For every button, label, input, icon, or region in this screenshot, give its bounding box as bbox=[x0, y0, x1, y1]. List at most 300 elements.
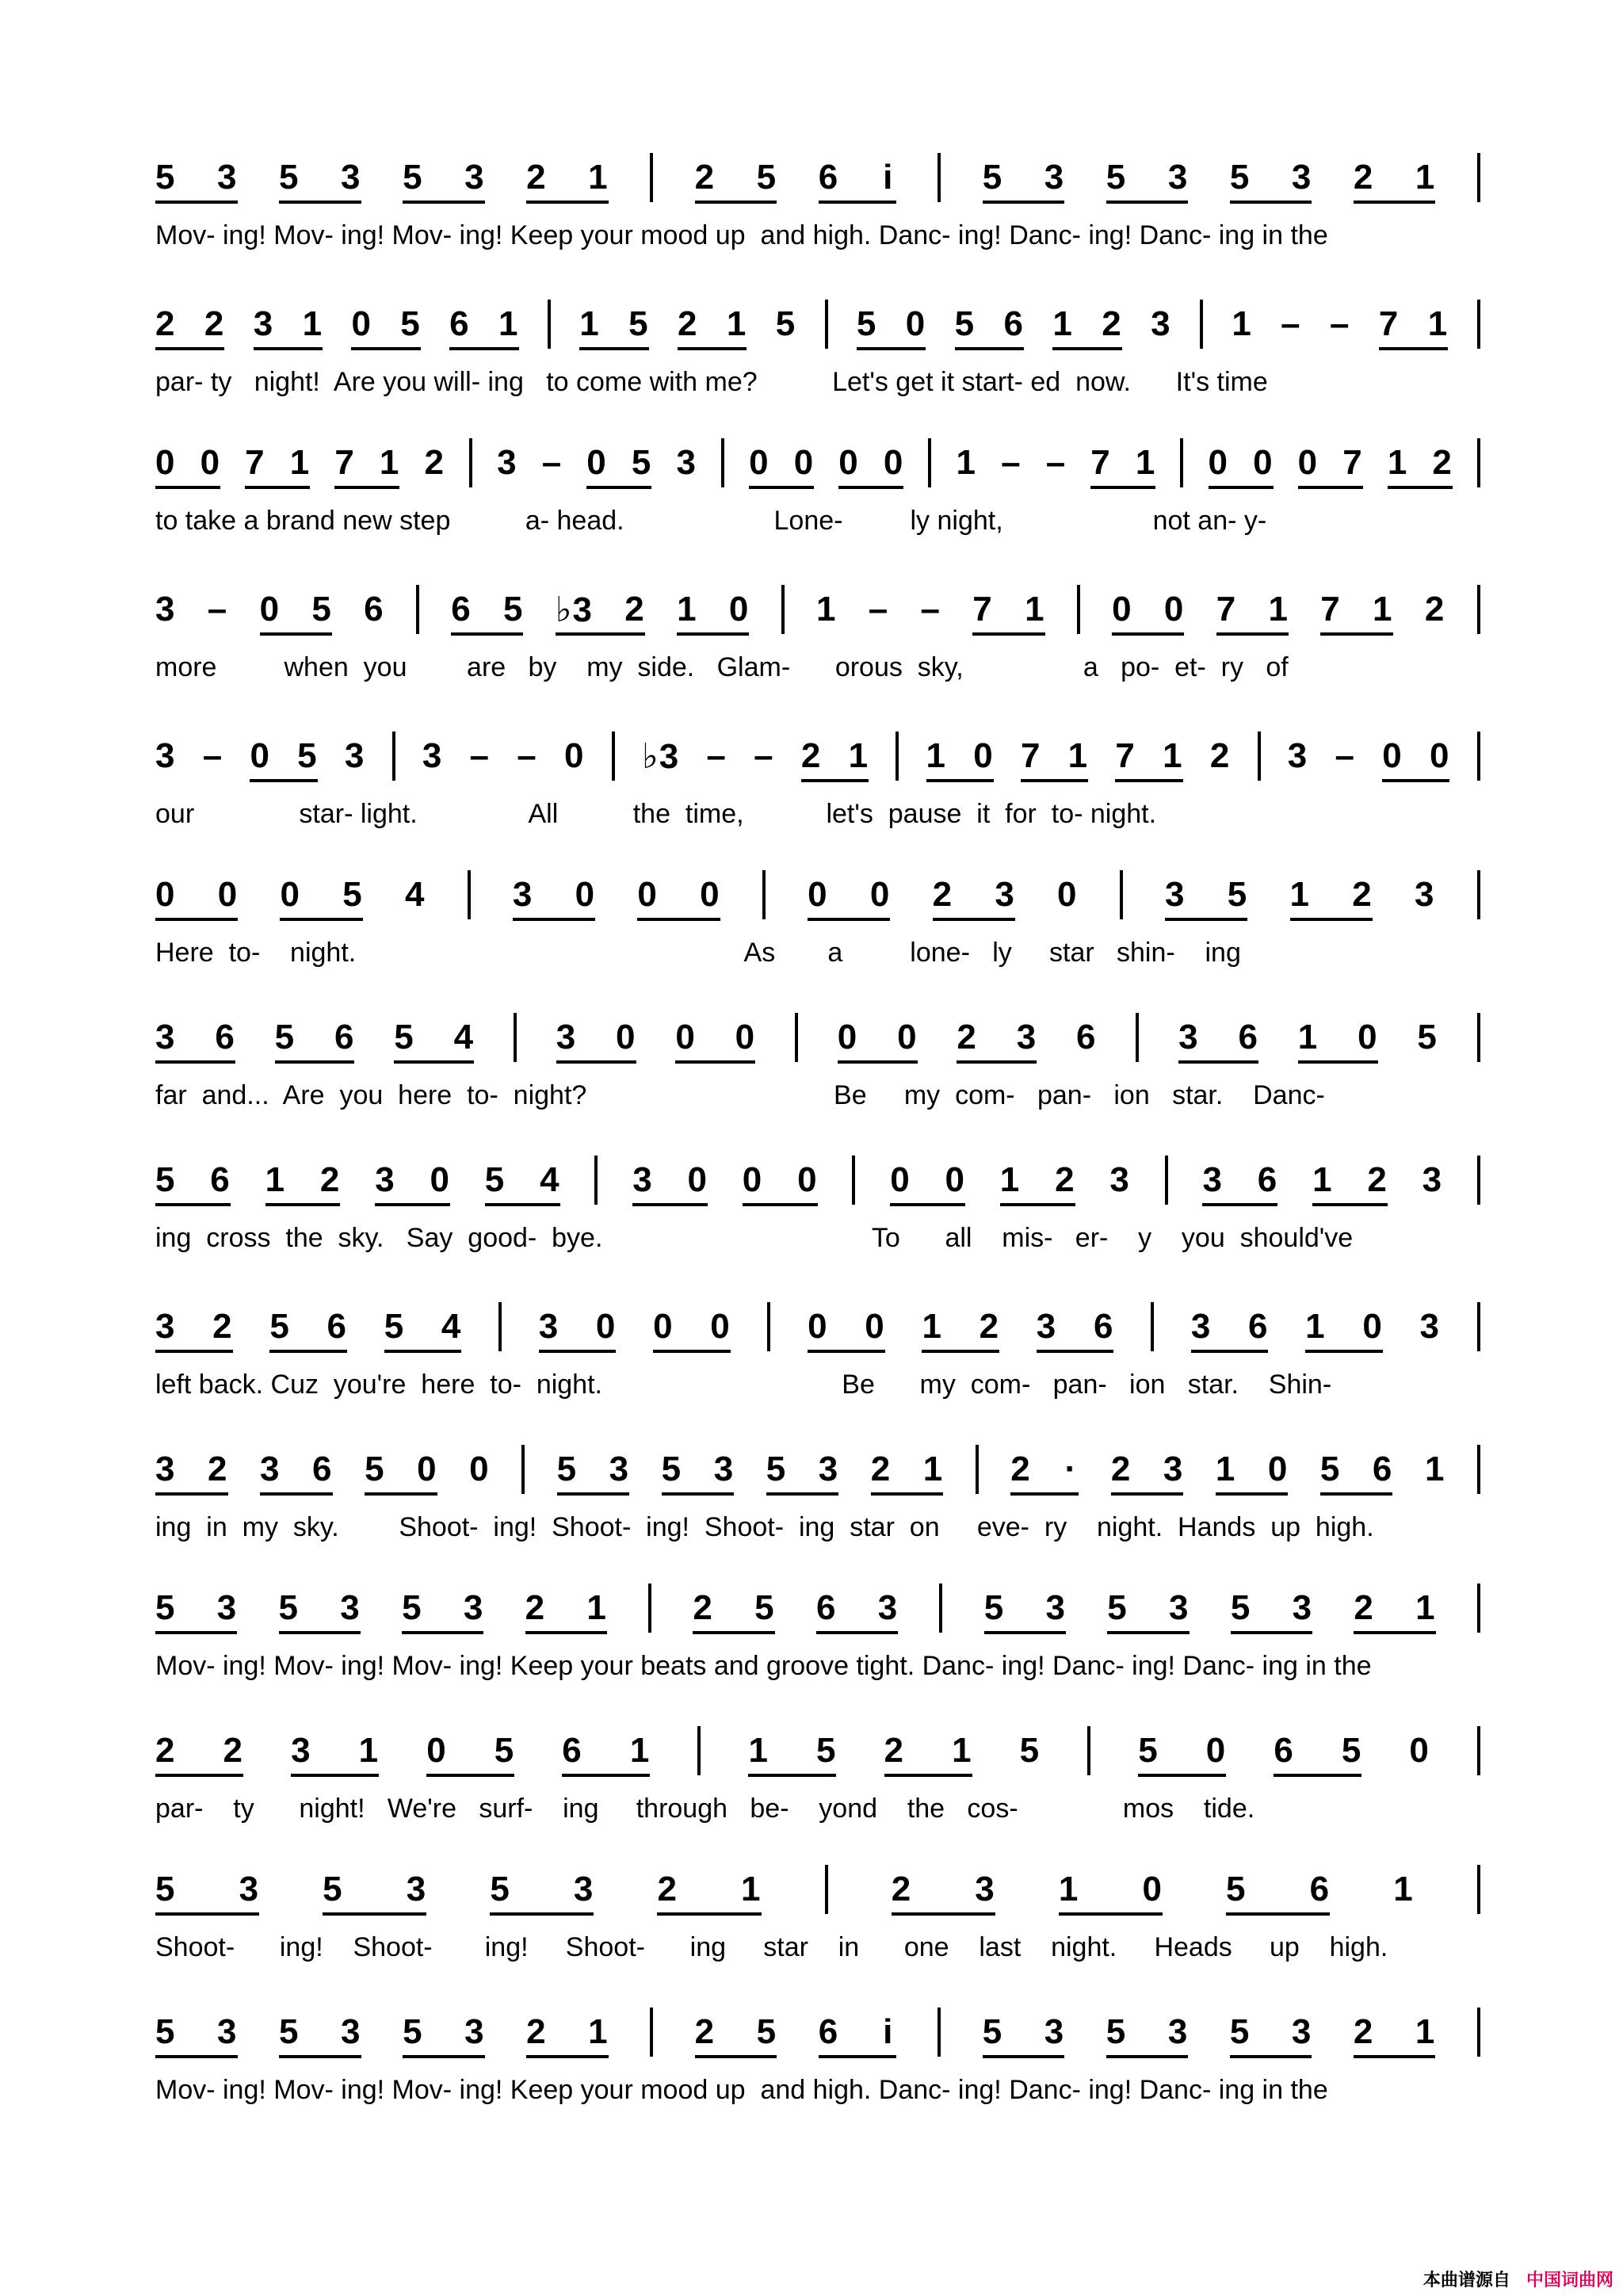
beam bbox=[279, 2055, 361, 2058]
note: 3 bbox=[1419, 1307, 1440, 1346]
note: 0 bbox=[742, 1160, 763, 1199]
beam bbox=[957, 1060, 1037, 1064]
note: 5 bbox=[365, 1450, 385, 1488]
note: 5 bbox=[484, 1160, 506, 1199]
beam-lines bbox=[155, 1774, 1480, 1777]
lyrics-row bbox=[155, 935, 1480, 970]
note: – bbox=[202, 736, 223, 775]
beam bbox=[1320, 1492, 1393, 1496]
lyrics-text: to take a brand new step a- head. Lone- ly night, not an- y- bbox=[155, 505, 1267, 536]
beam bbox=[1191, 1350, 1269, 1353]
note: 3 bbox=[609, 1450, 630, 1488]
note: 0 bbox=[797, 1160, 818, 1199]
note: 0 bbox=[808, 1307, 828, 1346]
note: – bbox=[868, 590, 889, 628]
lyrics-text: par- ty night! Are you will- ing to come with me? Let's get it start- ed now. It's time bbox=[155, 366, 1268, 397]
note: 6 bbox=[1076, 1018, 1097, 1056]
beam bbox=[637, 918, 720, 921]
note: 7 bbox=[245, 443, 265, 482]
note: 1 bbox=[748, 1731, 769, 1770]
beam bbox=[155, 1774, 243, 1777]
barline bbox=[1477, 1445, 1480, 1494]
music-system bbox=[155, 1859, 1480, 1977]
notes-row bbox=[155, 725, 1480, 787]
note: 1 bbox=[1215, 1450, 1236, 1488]
beam-lines bbox=[155, 347, 1480, 350]
note: 5 bbox=[983, 1588, 1005, 1627]
beam bbox=[155, 1203, 231, 1206]
beam bbox=[1059, 1912, 1163, 1916]
note: 2 bbox=[1352, 875, 1373, 914]
note: 6 bbox=[327, 1307, 347, 1346]
note: 0 bbox=[728, 590, 750, 628]
note: 5 bbox=[278, 1588, 300, 1627]
note: 2 bbox=[884, 1731, 905, 1770]
note: 3 bbox=[1178, 1018, 1199, 1056]
note: 7 bbox=[1342, 443, 1363, 482]
note: 3 bbox=[155, 1450, 176, 1488]
beam bbox=[838, 486, 903, 489]
note: 5 bbox=[279, 2012, 300, 2051]
notes-row bbox=[155, 147, 1480, 208]
note: 5 bbox=[628, 304, 649, 343]
beam bbox=[562, 1774, 650, 1777]
note: 3 bbox=[406, 1870, 427, 1908]
barline bbox=[1180, 438, 1183, 487]
beam-lines bbox=[155, 486, 1480, 489]
note: – bbox=[1335, 736, 1355, 775]
note: 5 bbox=[274, 1018, 296, 1056]
note: 2 bbox=[1010, 1450, 1031, 1488]
beam bbox=[1010, 1492, 1079, 1496]
beam bbox=[1216, 1492, 1289, 1496]
note: 5 bbox=[982, 158, 1003, 197]
beam bbox=[557, 1492, 630, 1496]
note: 2 bbox=[657, 1870, 678, 1908]
beam bbox=[819, 2055, 896, 2058]
note: 1 bbox=[1025, 590, 1045, 628]
note: 6 bbox=[215, 1018, 235, 1056]
beam bbox=[926, 779, 994, 782]
note: 2 bbox=[1102, 304, 1122, 343]
beam bbox=[365, 1492, 437, 1496]
beam bbox=[402, 1631, 483, 1634]
note: 5 bbox=[756, 158, 777, 197]
note: 2 bbox=[223, 1731, 244, 1770]
barline bbox=[594, 1156, 598, 1205]
note: 0 bbox=[710, 1307, 731, 1346]
note: – bbox=[207, 590, 228, 628]
beam bbox=[890, 1203, 965, 1206]
beam bbox=[403, 201, 485, 204]
lyrics-row bbox=[155, 2073, 1480, 2107]
beam bbox=[972, 632, 1044, 636]
note: 0 bbox=[865, 1307, 885, 1346]
note: 6 bbox=[1257, 1160, 1278, 1199]
beam bbox=[323, 1912, 426, 1916]
note: 1 bbox=[926, 736, 946, 775]
notes-row bbox=[155, 432, 1480, 494]
note: 3 bbox=[713, 1450, 735, 1488]
note: 3 bbox=[1167, 158, 1189, 197]
note: 3 bbox=[155, 1307, 176, 1346]
beam bbox=[984, 1631, 1066, 1634]
note: 1 bbox=[677, 590, 697, 628]
note: 4 bbox=[441, 1307, 462, 1346]
beam bbox=[485, 1203, 560, 1206]
barline bbox=[1477, 300, 1480, 349]
beam bbox=[1226, 1912, 1330, 1916]
barline bbox=[1477, 1156, 1480, 1205]
lyrics-text: par- ty night! We're surf- ing through be- yond the cos- mos tide. bbox=[155, 1793, 1255, 1824]
beam bbox=[1231, 1631, 1312, 1634]
note: 1 bbox=[922, 1307, 942, 1346]
note: 5 bbox=[1019, 1731, 1041, 1770]
beam bbox=[1178, 1060, 1258, 1064]
note: 6 bbox=[451, 590, 472, 628]
barline bbox=[548, 300, 551, 349]
note: 7 bbox=[334, 443, 355, 482]
note: 3 bbox=[1422, 1160, 1443, 1199]
note: 3 bbox=[422, 736, 443, 775]
note: 3 bbox=[155, 736, 176, 775]
note: 6 bbox=[1238, 1018, 1258, 1056]
note: 0 bbox=[1358, 1018, 1378, 1056]
beam bbox=[155, 918, 238, 921]
beam bbox=[1165, 918, 1247, 921]
note: 3 bbox=[1045, 1588, 1066, 1627]
music-system bbox=[155, 293, 1480, 412]
beam-lines bbox=[155, 1060, 1480, 1064]
note: 5 bbox=[954, 304, 976, 343]
notes-row bbox=[155, 1577, 1480, 1639]
note: 6 bbox=[1372, 1450, 1393, 1488]
note: 7 bbox=[1115, 736, 1136, 775]
note: 2 bbox=[1353, 158, 1374, 197]
beam bbox=[933, 918, 1015, 921]
note: 5 bbox=[403, 158, 423, 197]
note: 5 bbox=[1227, 875, 1248, 914]
note: 0 bbox=[155, 875, 176, 914]
note: 4 bbox=[540, 1160, 560, 1199]
note: i bbox=[883, 2012, 894, 2051]
note: 3 bbox=[1036, 1307, 1057, 1346]
note: 5 bbox=[1106, 2012, 1127, 2051]
note: 3 bbox=[1190, 1307, 1212, 1346]
note: 3 bbox=[1044, 158, 1065, 197]
note: 0 bbox=[1253, 443, 1274, 482]
music-system bbox=[155, 147, 1480, 266]
notes-row bbox=[155, 1149, 1480, 1211]
note: 1 bbox=[1393, 1870, 1414, 1908]
note: 3 bbox=[573, 1870, 594, 1908]
beam bbox=[279, 1631, 361, 1634]
lyrics-row bbox=[155, 1648, 1480, 1683]
note: 0 bbox=[905, 304, 926, 343]
note: 5 bbox=[384, 1307, 405, 1346]
note: 3 bbox=[1292, 1588, 1313, 1627]
note: 0 bbox=[1267, 1450, 1289, 1488]
beam bbox=[693, 1631, 774, 1634]
barline bbox=[514, 1013, 517, 1062]
note: 5 bbox=[494, 1731, 515, 1770]
beam bbox=[808, 1350, 885, 1353]
beam bbox=[871, 1492, 944, 1496]
note: 3 bbox=[818, 1450, 839, 1488]
beam bbox=[245, 486, 310, 489]
note: 3 bbox=[155, 590, 176, 628]
beam bbox=[922, 1350, 999, 1353]
note: 5 bbox=[394, 1018, 414, 1056]
note: 0 bbox=[155, 443, 176, 482]
note: 1 bbox=[1058, 1870, 1079, 1908]
note: 0 bbox=[1057, 875, 1078, 914]
lyrics-row bbox=[155, 1510, 1480, 1545]
note: 5 bbox=[403, 2012, 423, 2051]
notes-row bbox=[155, 1438, 1480, 1500]
note: 3 bbox=[464, 158, 485, 197]
lyrics-text: our star- light. All the time, let's pause it for to- night. bbox=[155, 798, 1157, 829]
note: 6 bbox=[1247, 1307, 1269, 1346]
barline bbox=[767, 1302, 770, 1351]
note: 3 bbox=[676, 443, 697, 482]
notes-row bbox=[155, 1296, 1480, 1358]
note: 2 bbox=[1110, 1450, 1132, 1488]
note: 5 bbox=[342, 875, 363, 914]
music-system bbox=[155, 1007, 1480, 1125]
beam bbox=[403, 2055, 485, 2058]
beam-lines bbox=[155, 918, 1480, 921]
note: 4 bbox=[404, 875, 426, 914]
lyrics-row bbox=[155, 1930, 1480, 1965]
note: 0 bbox=[430, 1160, 450, 1199]
beam bbox=[1230, 201, 1312, 204]
beam bbox=[513, 918, 595, 921]
beam bbox=[678, 347, 747, 350]
note: 5 bbox=[1319, 1450, 1341, 1488]
beam bbox=[884, 1774, 972, 1777]
beam bbox=[1320, 632, 1392, 636]
beam bbox=[1107, 1631, 1189, 1634]
note: 1 bbox=[1297, 1018, 1319, 1056]
note: – bbox=[517, 736, 537, 775]
note: 3 bbox=[1109, 1160, 1130, 1199]
note: 2 bbox=[1209, 736, 1231, 775]
barline bbox=[1200, 300, 1203, 349]
note: 2 bbox=[694, 2012, 716, 2051]
beam bbox=[955, 347, 1024, 350]
note: 0 bbox=[586, 443, 607, 482]
barline bbox=[1477, 1302, 1480, 1351]
note: 6 bbox=[210, 1160, 231, 1199]
beam bbox=[490, 1912, 594, 1916]
note: 6 bbox=[815, 1588, 837, 1627]
note: – bbox=[1330, 304, 1350, 343]
note: – bbox=[469, 736, 491, 775]
note: 5 bbox=[982, 2012, 1003, 2051]
beam bbox=[632, 1203, 708, 1206]
note: · bbox=[1064, 1450, 1078, 1488]
beam bbox=[748, 1774, 836, 1777]
note: 0 bbox=[595, 1307, 617, 1346]
note: 2 bbox=[957, 1018, 977, 1056]
barline bbox=[781, 585, 785, 634]
note: 0 bbox=[1362, 1307, 1383, 1346]
note: – bbox=[1281, 304, 1301, 343]
notes-row bbox=[155, 2001, 1480, 2063]
lyrics-row bbox=[155, 1078, 1480, 1113]
lyrics-text: ing cross the sky. Say good- bye. To all mis- er- y you should've bbox=[155, 1222, 1354, 1253]
note: 1 bbox=[358, 1731, 380, 1770]
beam bbox=[675, 1060, 755, 1064]
note: 6 bbox=[562, 1731, 582, 1770]
note: 3 bbox=[464, 2012, 485, 2051]
note: ♭3 bbox=[555, 590, 593, 629]
note: 5 bbox=[631, 443, 652, 482]
beam bbox=[1202, 1203, 1277, 1206]
beam bbox=[155, 347, 224, 350]
beam bbox=[586, 486, 651, 489]
note: 0 bbox=[1382, 736, 1403, 775]
beam bbox=[250, 779, 317, 782]
note: 0 bbox=[1297, 443, 1319, 482]
note: 5 bbox=[1230, 1588, 1251, 1627]
note: 1 bbox=[1415, 158, 1436, 197]
beam bbox=[983, 201, 1065, 204]
note: 0 bbox=[259, 590, 281, 628]
note: 3 bbox=[217, 158, 238, 197]
page-footer bbox=[1423, 2267, 1613, 2291]
beam bbox=[155, 486, 220, 489]
note: 0 bbox=[1112, 590, 1132, 628]
barline bbox=[1077, 585, 1080, 634]
note: 2 bbox=[694, 158, 716, 197]
note: 1 bbox=[922, 1450, 944, 1488]
note: 0 bbox=[280, 875, 300, 914]
note: 0 bbox=[735, 1018, 756, 1056]
note: 1 bbox=[1067, 736, 1089, 775]
beam bbox=[819, 201, 896, 204]
barline bbox=[938, 153, 941, 202]
note: 3 bbox=[1167, 2012, 1189, 2051]
beam bbox=[155, 1492, 228, 1496]
note: 3 bbox=[1165, 875, 1186, 914]
beam bbox=[1388, 486, 1453, 489]
note: 5 bbox=[155, 158, 176, 197]
note: 3 bbox=[1291, 2012, 1312, 2051]
lyrics-row bbox=[155, 797, 1480, 831]
note: 6 bbox=[818, 158, 839, 197]
notes-row bbox=[155, 1007, 1480, 1068]
note: 1 bbox=[1387, 443, 1408, 482]
note: 7 bbox=[1020, 736, 1041, 775]
lyrics-row bbox=[155, 650, 1480, 685]
note: 6 bbox=[1309, 1870, 1331, 1908]
music-system bbox=[155, 579, 1480, 697]
note: 2 bbox=[1055, 1160, 1075, 1199]
beam bbox=[375, 1203, 450, 1206]
beam bbox=[449, 347, 518, 350]
note: 3 bbox=[995, 875, 1015, 914]
barline bbox=[392, 732, 395, 781]
beam bbox=[1111, 1492, 1184, 1496]
music-system bbox=[155, 1296, 1480, 1415]
note: 0 bbox=[838, 443, 859, 482]
note: 6 bbox=[334, 1018, 355, 1056]
note: 3 bbox=[375, 1160, 395, 1199]
note: 5 bbox=[815, 1731, 837, 1770]
beam bbox=[280, 918, 362, 921]
note: 1 bbox=[629, 1731, 651, 1770]
note: 1 bbox=[1289, 875, 1310, 914]
note: 2 bbox=[932, 875, 953, 914]
note: 3 bbox=[512, 875, 533, 914]
note: 3 bbox=[291, 1731, 311, 1770]
note: 0 bbox=[200, 443, 221, 482]
barline bbox=[1477, 2008, 1480, 2057]
barline bbox=[721, 438, 724, 487]
barline bbox=[795, 1013, 798, 1062]
beam bbox=[155, 201, 238, 204]
note: 5 bbox=[1341, 1731, 1362, 1770]
note: 0 bbox=[793, 443, 815, 482]
note: 3 bbox=[556, 1018, 577, 1056]
note: 0 bbox=[687, 1160, 708, 1199]
note: 1 bbox=[1305, 1307, 1326, 1346]
barline bbox=[1120, 870, 1123, 919]
note: 1 bbox=[579, 304, 600, 343]
note: 3 bbox=[497, 443, 517, 482]
note: 0 bbox=[351, 304, 372, 343]
beam bbox=[695, 2055, 777, 2058]
beam bbox=[1298, 1060, 1378, 1064]
music-system bbox=[155, 1720, 1480, 1839]
beam bbox=[662, 1492, 735, 1496]
note: 6 bbox=[1093, 1307, 1114, 1346]
beam bbox=[1112, 632, 1184, 636]
note: 5 bbox=[490, 1870, 510, 1908]
note: 5 bbox=[400, 304, 421, 343]
barline bbox=[650, 2008, 653, 2057]
beam bbox=[556, 632, 645, 636]
notes-row bbox=[155, 293, 1480, 355]
note: 1 bbox=[999, 1160, 1021, 1199]
barline bbox=[1136, 1013, 1139, 1062]
beam bbox=[1354, 2055, 1436, 2058]
note: ♭3 bbox=[641, 736, 680, 776]
note: 5 bbox=[661, 1450, 682, 1488]
note: – bbox=[706, 736, 727, 775]
barline bbox=[521, 1445, 525, 1494]
note: 0 bbox=[700, 875, 720, 914]
note: 5 bbox=[775, 304, 796, 343]
beam bbox=[539, 1350, 617, 1353]
beam bbox=[265, 1203, 341, 1206]
notes-row bbox=[155, 1720, 1480, 1782]
lyrics-row bbox=[155, 503, 1480, 538]
note: 2 bbox=[155, 304, 176, 343]
note: 2 bbox=[212, 1307, 233, 1346]
note: – bbox=[920, 590, 941, 628]
note: 2 bbox=[800, 736, 822, 775]
note: 5 bbox=[1417, 1018, 1438, 1056]
beam bbox=[1138, 1774, 1226, 1777]
barline bbox=[1477, 153, 1480, 202]
beam bbox=[1216, 632, 1289, 636]
note: 5 bbox=[1107, 1588, 1128, 1627]
note: 5 bbox=[556, 1450, 578, 1488]
note: 3 bbox=[216, 1588, 238, 1627]
